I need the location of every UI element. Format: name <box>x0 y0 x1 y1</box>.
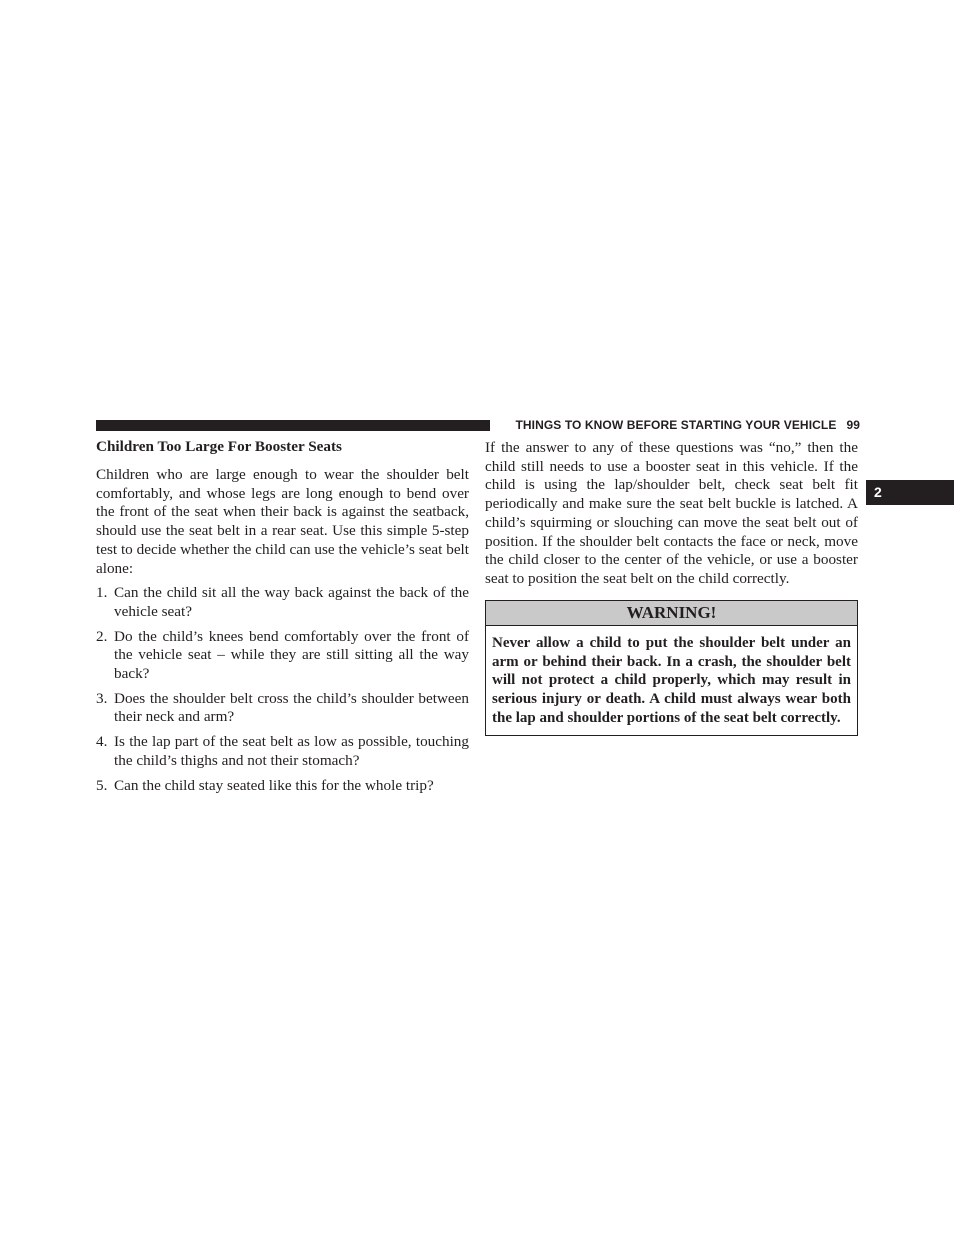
step-text: Can the child sit all the way back against the back of the vehicle seat? <box>114 584 469 620</box>
section-heading: Children Too Large For Booster Seats <box>96 438 342 455</box>
step-text: Does the shoulder belt cross the child’s shoulder between their neck and arm? <box>114 689 469 726</box>
warning-body: Never allow a child to put the shoulder belt under an arm or behind their back. In a crash, the shoulder belt will not protect a child properly, which may result in serious injury or death. A child must always wear both the lap and shoulder portions of the seat belt correctly. <box>492 634 851 727</box>
step-number: 5. <box>96 776 108 794</box>
step-text: Can the child stay seated like this for the whole trip? <box>114 776 434 794</box>
step-list <box>96 584 469 795</box>
list-item <box>96 584 469 621</box>
warning-title: WARNING! <box>486 601 857 626</box>
list-item <box>96 733 469 770</box>
step-text: Do the child’s knees bend comfortably over the front of the vehicle seat – while they are still sitting all the way back? <box>114 627 469 683</box>
answer-paragraph: If the answer to any of these questions was “no,” then the child still needs to use a booster seat in this vehicle. If the child is using the lap/shoulder belt, check seat belt fit periodically and make sure the seat belt buckle is latched. A child’s squirming or slouching can move the seat belt out of position. If the shoulder belt contacts the face or neck, move the child closer to the center of the vehicle, or use a booster seat to position the seat belt on the child correctly. <box>485 439 858 587</box>
page-number: 99 <box>846 418 860 432</box>
right-column <box>485 437 858 736</box>
list-item <box>96 690 469 727</box>
step-number: 2. <box>96 627 108 645</box>
running-header <box>498 418 860 432</box>
step-text: Is the lap part of the seat belt as low as possible, touching the child’s thighs and not their stomach? <box>114 733 469 769</box>
step-number: 3. <box>96 689 108 707</box>
step-number: 4. <box>96 733 108 751</box>
left-column <box>96 437 469 801</box>
step-number: 1. <box>96 584 108 602</box>
header-rule <box>96 420 490 431</box>
chapter-tab-number: 2 <box>874 484 882 500</box>
header-section-title: THINGS TO KNOW BEFORE STARTING YOUR VEHICLE <box>515 418 837 432</box>
intro-paragraph: Children who are large enough to wear the shoulder belt comfortably, and whose legs are long enough to bend over the front of the seat when their back is against the seatback, should use the seat belt in a rear seat. Use this simple 5-step test to decide whether the child can use the vehicle’s seat belt alone: <box>96 466 469 577</box>
list-item <box>96 777 469 796</box>
warning-box <box>485 600 858 737</box>
list-item <box>96 628 469 684</box>
chapter-tab <box>866 480 954 505</box>
